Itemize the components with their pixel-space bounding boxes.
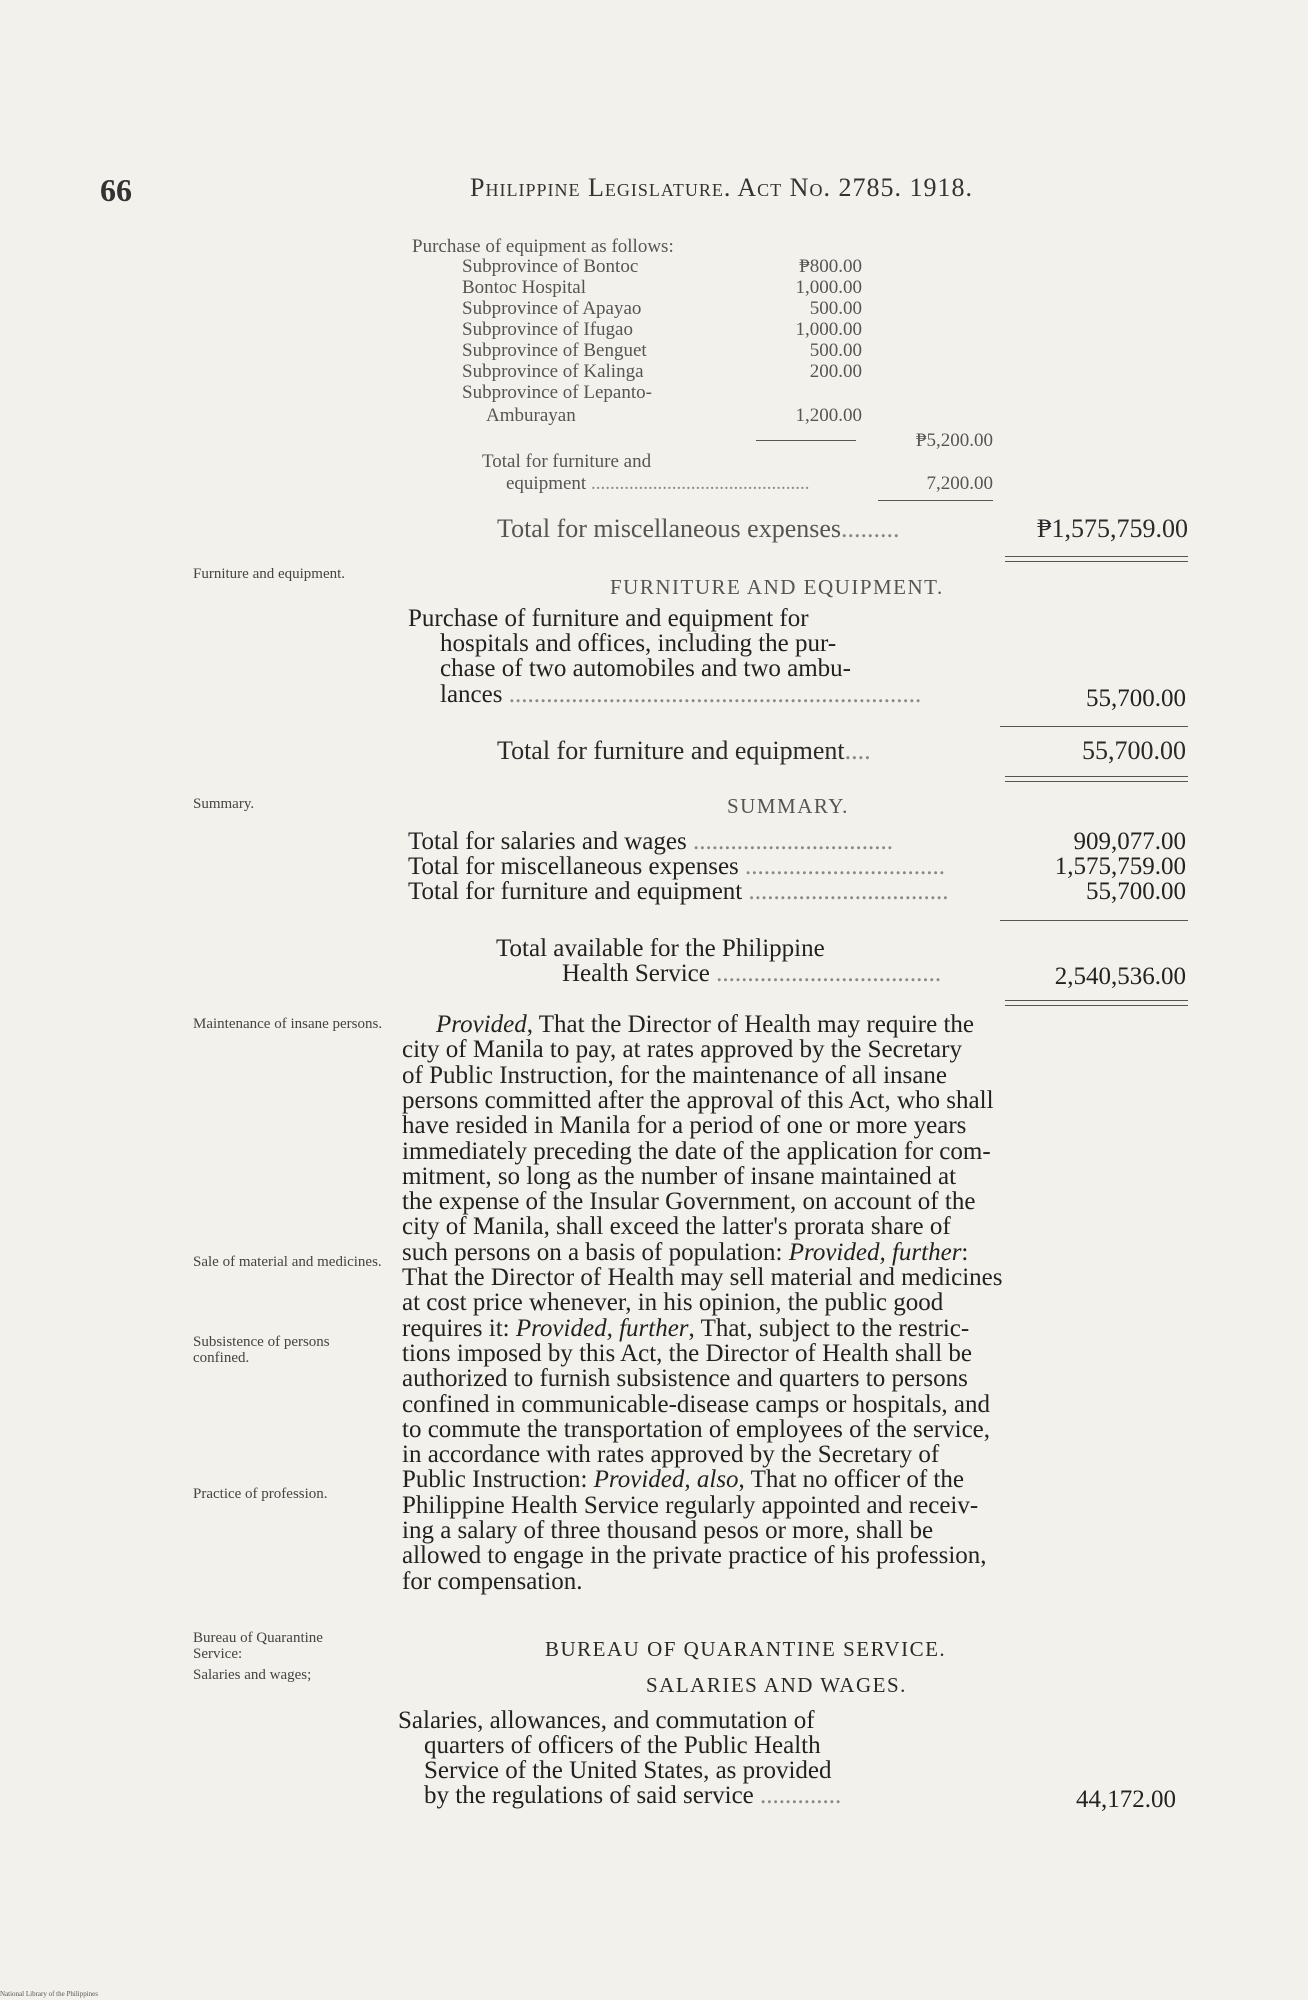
summary-rule (1000, 920, 1188, 921)
margin-note-summary: Summary. (193, 796, 255, 812)
summary-row-label: Total for furniture and equipment ................................ (408, 878, 949, 905)
furniture-total-amount: 55,700.00 (1082, 736, 1186, 765)
quarantine-line-3: Service of the United States, as provided (424, 1757, 832, 1784)
summary-row-amount: 909,077.00 (1073, 828, 1186, 855)
equipment-subtotal: ₱5,200.00 (915, 430, 993, 451)
quarantine-line-4: by the regulations of said service ............. (424, 1782, 842, 1809)
equipment-item (462, 361, 862, 383)
proviso-line: have resided in Manila for a period of one or more years (402, 1112, 967, 1139)
proviso-line: the expense of the Insular Government, on account of the (402, 1188, 976, 1215)
proviso-line: city of Manila to pay, at rates approved by the Secretary (402, 1036, 962, 1063)
equipment-item-name: Subprovince of Bontoc (462, 256, 639, 277)
margin-note-quarantine: Bureau of Quarantine Service: (193, 1630, 323, 1662)
library-footer: National Library of the Philippines (0, 1990, 98, 1998)
subtotal-rule (756, 440, 856, 441)
summary-heading: SUMMARY. (727, 794, 849, 818)
summary-row-label: Total for salaries and wages ................................ (408, 828, 893, 855)
proviso-line: tions imposed by this Act, the Director of Health shall be (402, 1340, 973, 1367)
equipment-item-amount: 500.00 (809, 298, 862, 319)
equipment-item-amount: 1,000.00 (795, 277, 862, 298)
equipment-item-name: Subprovince of Apayao (462, 298, 642, 319)
equipment-item-amount (762, 382, 862, 404)
quarantine-amount: 44,172.00 (1076, 1786, 1176, 1813)
summary-total-label-1: Total available for the Philippine (496, 935, 825, 962)
equipment-item (462, 277, 862, 299)
margin-note-salaries: Salaries and wages; (193, 1667, 312, 1683)
quarantine-line-1: Salaries, allowances, and commutation of (398, 1707, 815, 1734)
proviso-line: confined in communicable-disease camps or hospitals, and (402, 1391, 991, 1418)
proviso-line: such persons on a basis of population: Provided, further: (402, 1239, 969, 1266)
equipment-total-label-1: Total for furniture and (482, 451, 652, 472)
quarantine-line-2: quarters of officers of the Public Health (424, 1732, 821, 1759)
margin-note-subsistence: Subsistence of persons confined. (193, 1334, 330, 1366)
equipment-item-amount: 1,200.00 (795, 405, 862, 426)
proviso-line: allowed to engage in the private practice of his profession, (402, 1542, 987, 1569)
equipment-item-name: Amburayan (486, 405, 576, 426)
quarantine-subheading: SALARIES AND WAGES. (646, 1673, 907, 1697)
furniture-total-label: Total for furniture and equipment.... (497, 736, 871, 765)
equipment-item-amount: ₱800.00 (799, 256, 862, 277)
proviso-line: Public Instruction: Provided, also, That no officer of the (402, 1466, 964, 1493)
equipment-item (486, 405, 862, 427)
equipment-item-name: Subprovince of Lepanto- (462, 382, 652, 403)
equipment-item-name: Subprovince of Ifugao (462, 319, 633, 340)
equipment-item-name: Bontoc Hospital (462, 277, 587, 298)
summary-row-label-text: Total for miscellaneous expenses (408, 853, 739, 880)
furniture-line-2: hospitals and offices, including the pur- (440, 630, 837, 657)
proviso-line: ing a salary of three thousand pesos or more, shall be (402, 1517, 934, 1544)
margin-note-insane: Maintenance of insane persons. (193, 1016, 383, 1032)
equipment-item (462, 340, 862, 362)
page-number: 66 (100, 172, 132, 208)
summary-row-label-text: Total for furniture and equipment (408, 878, 743, 905)
misc-total-label: Total for miscellaneous expenses......... (497, 514, 900, 543)
summary-total-label-2: Health Service .................................... (562, 960, 942, 987)
summary-row-amount: 55,700.00 (1086, 878, 1186, 905)
equipment-total-label-2: equipment .............................................. (506, 473, 810, 494)
margin-note-furniture: Furniture and equipment. (193, 566, 346, 582)
proviso-line: persons committed after the approval of this Act, who shall (402, 1087, 994, 1114)
proviso-line: authorized to furnish subsistence and quarters to persons (402, 1365, 968, 1392)
summary-row-label-text: Total for salaries and wages (408, 828, 687, 855)
furniture-amount: 55,700.00 (1086, 685, 1186, 712)
proviso-line: Philippine Health Service regularly appointed and receiv- (402, 1492, 979, 1519)
summary-total-amount: 2,540,536.00 (1054, 963, 1186, 990)
equipment-item (462, 298, 862, 320)
furniture-line-1: Purchase of furniture and equipment for (408, 605, 809, 632)
proviso-line: at cost price whenever, in his opinion, the public good (402, 1289, 944, 1316)
summary-row-amount: 1,575,759.00 (1054, 853, 1186, 880)
equipment-total-rule (878, 500, 993, 501)
margin-note-practice: Practice of profession. (193, 1486, 328, 1502)
proviso-line: mitment, so long as the number of insane maintained at (402, 1163, 957, 1190)
furniture-line-3: chase of two automobiles and two ambu- (440, 655, 852, 682)
misc-total-amount: ₱1,575,759.00 (1037, 514, 1188, 543)
equipment-intro: Purchase of equipment as follows: (412, 236, 674, 257)
proviso-line: of Public Instruction, for the maintenance of all insane (402, 1062, 947, 1089)
equipment-item-amount: 500.00 (809, 340, 862, 361)
furniture-heading: FURNITURE AND EQUIPMENT. (610, 575, 944, 599)
summary-double-rule (1005, 1000, 1188, 1006)
equipment-item-name: Subprovince of Benguet (462, 340, 647, 361)
proviso-line: in accordance with rates approved by the Secretary of (402, 1441, 940, 1468)
equipment-item (462, 382, 862, 404)
equipment-item (462, 256, 862, 278)
quarantine-heading: BUREAU OF QUARANTINE SERVICE. (545, 1637, 947, 1661)
furniture-line-4: lances .................................................................. (440, 681, 922, 708)
equipment-item-name: Subprovince of Kalinga (462, 361, 644, 382)
summary-row-label: Total for miscellaneous expenses ................................ (408, 853, 946, 880)
equipment-total-amount: 7,200.00 (926, 473, 993, 494)
proviso-line: requires it: Provided, further, That, subject to the restric- (402, 1315, 970, 1342)
proviso-line: That the Director of Health may sell material and medicines (402, 1264, 1003, 1291)
proviso-line: to commute the transportation of employees of the service, (402, 1416, 991, 1443)
proviso-line: immediately preceding the date of the application for com- (402, 1138, 991, 1165)
furniture-rule (1000, 726, 1188, 727)
proviso-line: city of Manila, shall exceed the latter's prorata share of (402, 1213, 951, 1240)
running-head: Philippine Legislature. Act No. 2785. 1918. (470, 173, 973, 202)
margin-note-sale: Sale of material and medicines. (193, 1254, 382, 1270)
equipment-item-amount: 200.00 (809, 361, 862, 382)
proviso-line: Provided, That the Director of Health may require the (436, 1011, 974, 1038)
furniture-double-rule (1005, 776, 1188, 782)
proviso-line: for compensation. (402, 1568, 583, 1595)
equipment-item (462, 319, 862, 341)
equipment-item-amount: 1,000.00 (795, 319, 862, 340)
misc-total-double-rule (1005, 556, 1188, 562)
